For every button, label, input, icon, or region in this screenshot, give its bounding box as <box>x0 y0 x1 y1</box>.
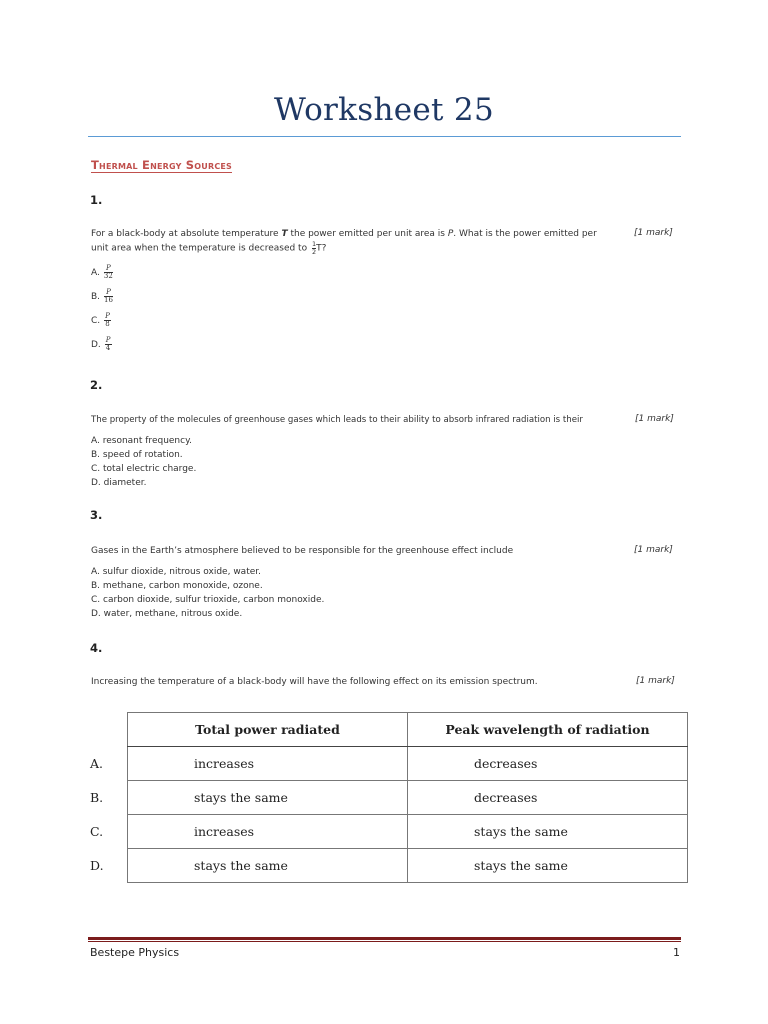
row-label: C. <box>90 824 104 839</box>
row-label: B. <box>90 790 104 805</box>
question-3-option-d: D. water, methane, nitrous oxide. <box>91 609 243 619</box>
question-3-option-c: C. carbon dioxide, sulfur trioxide, carbon monoxide. <box>91 595 325 605</box>
section-heading: Thermal Energy Sources <box>91 158 233 172</box>
cell-wavelength: stays the same <box>408 849 688 883</box>
half-fraction: $\frac{1}{2}$ <box>311 240 317 256</box>
question-1-number: 1. <box>90 193 103 207</box>
question-2-option-b: B. speed of rotation. <box>91 450 183 460</box>
question-4-number: 4. <box>90 641 103 655</box>
question-4-mark: [1 mark] <box>636 676 675 686</box>
question-3-text: Gases in the Earth’s atmosphere believed to be responsible for the greenhouse effect include <box>91 546 514 556</box>
answer-table <box>88 712 688 883</box>
question-3-mark: [1 mark] <box>634 545 673 555</box>
footer-divider-thin <box>88 941 681 942</box>
title-divider <box>88 136 681 137</box>
cell-wavelength: decreases <box>408 781 688 815</box>
cell-power: increases <box>128 815 408 849</box>
question-3-option-a: A. sulfur dioxide, nitrous oxide, water. <box>91 567 261 577</box>
answer-table-header <box>88 713 688 747</box>
table-row <box>88 815 688 849</box>
table-row <box>88 747 688 781</box>
question-2-option-a: A. resonant frequency. <box>91 436 192 446</box>
page-title: Worksheet 25 <box>274 92 494 128</box>
question-1-text: For a black-body at absolute temperature T the power emitted per unit area is P. What is the power emitted per unit area when the temperature is decreased to $\frac{1}{2}T$? <box>91 229 597 256</box>
cell-power: stays the same <box>128 849 408 883</box>
footer-page-number: 1 <box>673 946 680 959</box>
cell-wavelength: decreases <box>408 747 688 781</box>
cell-power: increases <box>128 747 408 781</box>
column-header-wavelength: Peak wavelength of radiation <box>408 713 688 747</box>
cell-power: stays the same <box>128 781 408 815</box>
question-2-mark: [1 mark] <box>635 414 674 424</box>
footer-publisher: Bestepe Physics <box>90 946 180 959</box>
table-row <box>88 781 688 815</box>
question-3-number: 3. <box>90 508 103 522</box>
question-1-option-a: A. $\frac{P}{32}$ <box>91 264 113 280</box>
row-label: D. <box>90 858 104 873</box>
question-1-option-d: D. $\frac{P}{4}$ <box>91 336 111 352</box>
cell-wavelength: stays the same <box>408 815 688 849</box>
question-2-number: 2. <box>90 378 103 392</box>
row-label: A. <box>90 756 104 771</box>
question-2-text: The property of the molecules of greenhouse gases which leads to their ability to absorb infrared radiation is their <box>91 415 583 425</box>
question-1-option-c: C. $\frac{P}{8}$ <box>91 312 110 328</box>
question-2-option-c: C. total electric charge. <box>91 464 197 474</box>
column-header-power: Total power radiated <box>128 713 408 747</box>
footer-divider-thick <box>88 937 681 940</box>
question-4-text: Increasing the temperature of a black-body will have the following effect on its emission spectrum. <box>91 677 538 687</box>
question-1-option-b: B. $\frac{P}{16}$ <box>91 288 113 304</box>
question-1-mark: [1 mark] <box>634 228 673 238</box>
question-3-option-b: B. methane, carbon monoxide, ozone. <box>91 581 263 591</box>
table-row <box>88 849 688 883</box>
question-2-option-d: D. diameter. <box>91 478 147 488</box>
